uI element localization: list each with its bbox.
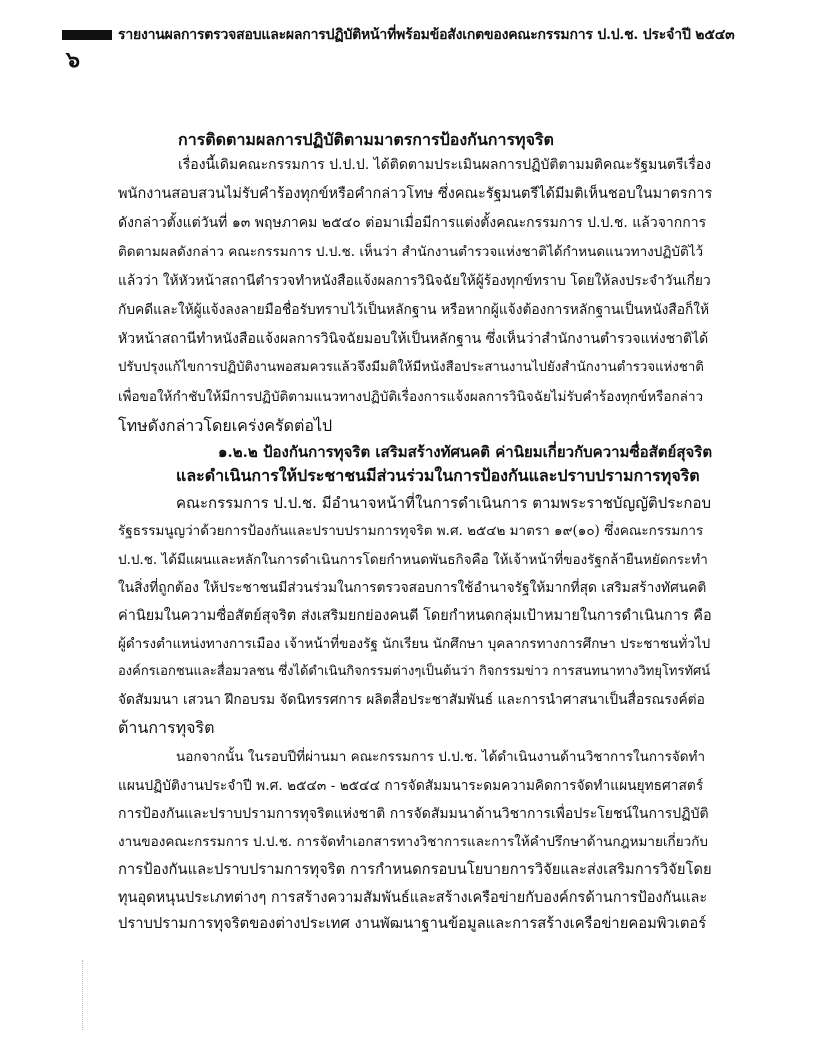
body-line: ทุนอุดหนุนประเภทต่างๆ การสร้างความสัมพันธ์และสร้างเครือข่ายกับองค์กรด้านการป้องกันและ — [118, 890, 708, 906]
subsection-heading: ๑.๒.๒ ป้องกันการทุจริต เสริมสร้างทัศนคติ ค่านิยมเกี่ยวกับความซื่อสัตย์สุจริต — [218, 443, 713, 461]
body-line: ดังกล่าวตั้งแต่วันที่ ๑๓ พฤษภาคม ๒๕๔๐ ต่อมาเมื่อมีการแต่งตั้งคณะกรรมการ ป.ป.ช. แล้วจากการ — [118, 215, 707, 231]
body-line: ค่านิยมในความซื่อสัตย์สุจริต ส่งเสริมยกย่องคนดี โดยกำหนดกลุ่มเป้าหมายในการดำเนินการ คือ — [118, 608, 712, 624]
body-line: การป้องกันและปราบปรามการทุจริต การกำหนดกรอบนโยบายการวิจัยและส่งเสริมการวิจัยโดย — [118, 861, 712, 878]
body-line: ในสิ่งที่ถูกต้อง ให้ประชาชนมีส่วนร่วมในการตรวจสอบการใช้อำนาจรัฐให้มากที่สุด เสริมสร้างทัศนคติ — [118, 580, 707, 596]
body-line: เพื่อขอให้กำชับให้มีการปฏิบัติตามแนวทางปฏิบัติเรื่องการแจ้งผลการวินิจฉัยไม่รับคำร้องทุกข์หรือกล่าว — [118, 389, 704, 405]
body-line: ผู้ดำรงตำแหน่งทางการเมือง เจ้าหน้าที่ของรัฐ นักเรียน นักศึกษา บุคลากรทางการศึกษา ประชาชนทั่วไป — [118, 636, 711, 652]
body-line: จัดสัมมนา เสวนา ฝึกอบรม จัดนิทรรศการ ผลิตสื่อประชาสัมพันธ์ และการนำศาสนาเป็นสื่อรณรงค์ต่อ — [118, 692, 705, 708]
section-title: การติดตามผลการปฏิบัติตามมาตรการป้องกันการทุจริต — [178, 130, 554, 149]
body-line: หัวหน้าสถานีทำหนังสือแจ้งผลการวินิจฉัยมอบให้เป็นหลักฐาน ซึ่งเห็นว่าสำนักงานตำรวจแห่งชาติได้ — [118, 331, 709, 347]
body-line: ปรับปรุงแก้ไขการปฏิบัติงานพอสมควรแล้วจึงมีมติให้มีหนังสือประสานงานไปยังสำนักงานตำรวจแห่งชาติ — [118, 360, 704, 375]
body-line: เรื่องนี้เดิมคณะกรรมการ ป.ป.ป. ได้ติดตามประเมินผลการปฏิบัติตามมติคณะรัฐมนตรีเรื่อง — [178, 157, 712, 173]
body-line: ต้านการทุจริต — [118, 718, 215, 737]
scan-margin-dots — [82, 960, 85, 1030]
body-line: ติดตามผลดังกล่าว คณะกรรมการ ป.ป.ช. เห็นว่า สำนักงานตำรวจแห่งชาติได้กำหนดแนวทางปฏิบัติไว้ — [118, 244, 704, 260]
body-line: พนักงานสอบสวนไม่รับคำร้องทุกข์หรือคำกล่าวโทษ ซึ่งคณะรัฐมนตรีได้มีมติเห็นชอบในมาตรการ — [118, 186, 713, 202]
body-line: นอกจากนั้น ในรอบปีที่ผ่านมา คณะกรรมการ ป.ป.ช. ได้ดำเนินงานด้านวิชาการในการจัดทำ — [176, 749, 706, 765]
header-black-bar — [62, 30, 112, 40]
body-line: ป.ป.ช. ได้มีแผนและหลักในการดำเนินการโดยกำหนดพันธกิจคือ ให้เจ้าหน้าที่ของรัฐกล้ายืนหยัดกระทำ — [118, 552, 708, 568]
body-line: โทษดังกล่าวโดยเคร่งครัดต่อไป — [118, 416, 333, 435]
body-line: งานของคณะกรรมการ ป.ป.ช. การจัดทำเอกสารทางวิชาการและการให้คำปรึกษาด้านกฎหมายเกี่ยวกับ — [118, 834, 708, 850]
body-line: แล้วว่า ให้หัวหน้าสถานีตำรวจทำหนังสือแจ้งผลการวินิจฉัยให้ผู้ร้องทุกข์ทราบ โดยให้ลงประจำวันเกี่ยว — [118, 273, 711, 289]
body-line: กับคดีและให้ผู้แจ้งลงลายมือชื่อรับทราบไว้เป็นหลักฐาน หรือหากผู้แจ้งต้องการหลักฐานเป็นหนังสือก็ให้ — [118, 302, 710, 318]
body-line: ปราบปรามการทุจริตของต่างประเทศ งานพัฒนาฐานข้อมูลและการสร้างเครือข่ายคอมพิวเตอร์ — [118, 915, 707, 932]
body-line: รัฐธรรมนูญว่าด้วยการป้องกันและปราบปรามการทุจริต พ.ศ. ๒๕๔๒ มาตรา ๑๙(๑๐) ซึ่งคณะกรรมการ — [118, 523, 704, 539]
body-line: คณะกรรมการ ป.ป.ช. มีอำนาจหน้าที่ในการดำเนินการ ตามพระราชบัญญัติประกอบ — [176, 494, 712, 512]
subsection-heading-cont: และดำเนินการให้ประชาชนมีส่วนร่วมในการป้องกันและปราบปรามการทุจริต — [176, 466, 700, 485]
page-number: ๖ — [66, 47, 80, 73]
body-line: องค์กรเอกชนและสื่อมวลชน ซึ่งได้ดำเนินกิจกรรมต่างๆเป็นต้นว่า กิจกรรมข่าว การสนทนาทางวิทยุโทรทัศน์ — [118, 664, 711, 679]
body-line: การป้องกันและปราบปรามการทุจริตแห่งชาติ การจัดสัมมนาด้านวิชาการเพื่อประโยชน์ในการปฏิบัติ — [118, 806, 709, 822]
body-line: แผนปฏิบัติงานประจำปี พ.ศ. ๒๕๔๓ - ๒๕๔๔ การจัดสัมมนาระดมความคิดการจัดทำแผนยุทธศาสตร์ — [118, 778, 704, 794]
running-header: รายงานผลการตรวจสอบและผลการปฏิบัติหน้าที่พร้อมข้อสังเกตของคณะกรรมการ ป.ป.ช. ประจำปี ๒๕๔๓ — [118, 27, 735, 43]
